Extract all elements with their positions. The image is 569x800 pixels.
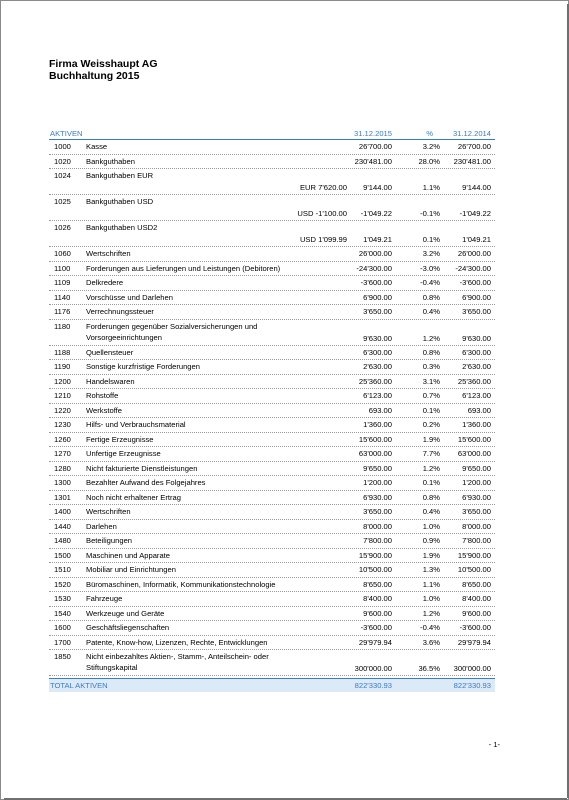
- account-number: 1500: [54, 550, 71, 560]
- amount-current: 26'700.00: [358, 142, 392, 151]
- account-number: 1480: [54, 536, 71, 545]
- amount-current: 6'930.00: [363, 492, 392, 502]
- account-name: Beteiligungen: [86, 536, 133, 545]
- account-number: 1025: [54, 197, 71, 206]
- table-row: [49, 262, 495, 277]
- amount-current: 1'360.00: [363, 420, 392, 429]
- col-percent: %: [426, 129, 433, 138]
- section-title: AKTIVEN: [50, 129, 83, 138]
- amount-previous: 29'979.94: [457, 637, 491, 647]
- table-row: [49, 155, 495, 170]
- amount-previous: 300'000.00: [453, 664, 491, 673]
- amount-previous: 3'650.00: [462, 507, 491, 516]
- total-row: [49, 678, 495, 692]
- account-name: Verrechnungssteuer: [86, 307, 154, 316]
- amount-current: 26'000.00: [358, 249, 392, 258]
- amount-previous: -24'300.00: [455, 263, 491, 273]
- foreign-currency-amount: USD -1'100.00: [297, 209, 347, 218]
- account-number: 1210: [54, 391, 71, 400]
- amount-current: 9'650.00: [363, 463, 392, 473]
- account-number: 1140: [54, 292, 71, 302]
- table-row: [49, 247, 495, 262]
- amount-current: 8'650.00: [363, 579, 392, 589]
- percent-share: 0.8%: [422, 347, 440, 357]
- company-name: Firma Weisshaupt AG: [49, 58, 158, 70]
- account-number: 1230: [54, 420, 71, 429]
- account-name: Handelswaren: [86, 376, 135, 386]
- account-name: Werkstoffe: [86, 405, 123, 415]
- percent-share: 1.3%: [422, 565, 440, 574]
- amount-previous: 15'900.00: [457, 550, 491, 560]
- percent-share: 1.2%: [422, 608, 440, 618]
- account-name: Patente, Know-how, Lizenzen, Rechte, Entwicklungen: [86, 637, 268, 647]
- percent-share: 0.1%: [422, 405, 440, 415]
- percent-share: 1.9%: [422, 550, 440, 560]
- account-number: 1270: [54, 449, 71, 458]
- amount-current: 9'600.00: [363, 608, 392, 618]
- table-row: [49, 346, 495, 361]
- amount-current: -3'600.00: [360, 278, 392, 287]
- account-name: Bezahlter Aufwand des Folgejahres: [86, 478, 206, 487]
- amount-previous: 230'481.00: [453, 156, 491, 166]
- account-number: 1850: [54, 652, 71, 661]
- percent-share: 0.1%: [422, 478, 440, 487]
- amount-previous: 7'800.00: [462, 536, 491, 545]
- amount-current: 1'200.00: [363, 478, 392, 487]
- account-number: 1100: [54, 263, 71, 273]
- table-row: [49, 491, 495, 506]
- percent-share: 0.1%: [422, 235, 440, 244]
- amount-previous: 1'049.21: [462, 235, 491, 244]
- amount-previous: 10'500.00: [457, 565, 491, 574]
- account-number: 1530: [54, 594, 71, 603]
- amount-previous: 9'600.00: [462, 608, 491, 618]
- table-row: [49, 433, 495, 448]
- account-number: 1220: [54, 405, 71, 415]
- account-name: Fertige Erzeugnisse: [86, 434, 154, 444]
- amount-previous: 6'123.00: [462, 391, 491, 400]
- table-row: [49, 404, 495, 419]
- table-row: [49, 305, 495, 320]
- amount-current: -1'049.22: [360, 209, 392, 218]
- table-row: [49, 549, 495, 564]
- account-name: Wertschriften: [86, 249, 131, 258]
- account-name: Unfertige Erzeugnisse: [86, 449, 161, 458]
- percent-share: 1.1%: [422, 183, 440, 192]
- amount-previous: 1'200.00: [462, 478, 491, 487]
- table-row: [49, 320, 495, 346]
- percent-share: 36.5%: [418, 664, 440, 673]
- table-row: [49, 375, 495, 390]
- account-name: Rohstoffe: [86, 391, 119, 400]
- percent-share: -0.4%: [420, 278, 440, 287]
- account-name: Kasse: [86, 142, 108, 151]
- table-row: [49, 636, 495, 651]
- account-number: 1520: [54, 579, 71, 589]
- amount-previous: -3'600.00: [459, 278, 491, 287]
- amount-current: 63'000.00: [358, 449, 392, 458]
- account-number: 1440: [54, 521, 71, 531]
- amount-current: 2'630.00: [363, 362, 392, 371]
- account-number: 1109: [54, 278, 71, 287]
- amount-previous: 8'000.00: [462, 521, 491, 531]
- percent-share: 0.7%: [422, 391, 440, 400]
- amount-previous: 6'900.00: [462, 292, 491, 302]
- amount-previous: 9'630.00: [462, 333, 491, 343]
- amount-current: 10'500.00: [358, 565, 392, 574]
- total-previous: 822'330.93: [453, 681, 491, 690]
- percent-share: 0.4%: [422, 307, 440, 316]
- account-number: 1280: [54, 463, 71, 473]
- col-previous-year: 31.12.2014: [452, 129, 491, 138]
- table-row: [49, 650, 495, 676]
- amount-current: 6'300.00: [363, 347, 392, 357]
- amount-previous: 2'630.00: [462, 362, 491, 371]
- account-number: 1020: [54, 156, 71, 166]
- amount-current: 25'360.00: [358, 376, 392, 386]
- amount-current: 8'000.00: [363, 521, 392, 531]
- amount-current: 693.00: [368, 405, 392, 415]
- amount-current: 3'650.00: [363, 307, 392, 316]
- amount-current: 15'600.00: [358, 434, 392, 444]
- account-number: 1510: [54, 565, 71, 574]
- amount-current: 8'400.00: [363, 594, 392, 603]
- account-number: 1301: [54, 492, 71, 502]
- account-name-line2: Stiftungskapital: [86, 663, 138, 672]
- report-subtitle: Buchhaltung 2015: [49, 70, 140, 82]
- amount-current: 6'123.00: [363, 391, 392, 400]
- amount-current: 230'481.00: [354, 156, 392, 166]
- account-name: Sonstige kurzfristige Forderungen: [86, 362, 200, 371]
- table-row: [49, 505, 495, 520]
- percent-share: 1.0%: [422, 521, 440, 531]
- percent-share: 3.2%: [422, 142, 440, 151]
- account-name-line2: Vorsorgeeinrichtungen: [86, 332, 162, 342]
- amount-previous: 25'360.00: [457, 376, 491, 386]
- percent-share: -0.1%: [420, 209, 440, 218]
- amount-current: 3'650.00: [363, 507, 392, 516]
- account-name: Geschäftsliegenschaften: [86, 623, 170, 632]
- amount-previous: 8'650.00: [462, 579, 491, 589]
- account-name: Werkzeuge und Geräte: [86, 608, 165, 618]
- percent-share: 1.0%: [422, 594, 440, 603]
- foreign-currency-amount: USD 1'099.99: [299, 235, 347, 244]
- total-current: 822'330.93: [354, 681, 392, 690]
- percent-share: 28.0%: [418, 156, 440, 166]
- account-name: Forderungen gegenüber Sozialversicherungen und: [86, 321, 258, 331]
- balance-table: [49, 128, 495, 692]
- account-number: 1188: [54, 347, 71, 357]
- table-row: [49, 563, 495, 578]
- account-name: Delkredere: [86, 278, 124, 287]
- table-row: [49, 578, 495, 593]
- account-name: Forderungen aus Lieferungen und Leistungen (Debitoren): [86, 263, 281, 273]
- account-number: 1700: [54, 637, 71, 647]
- account-name: Darlehen: [86, 521, 117, 531]
- table-row: [49, 140, 495, 155]
- col-current-year: 31.12.2015: [353, 129, 392, 138]
- amount-previous: 1'360.00: [462, 420, 491, 429]
- account-name: Nicht fakturierte Dienstleistungen: [86, 463, 198, 473]
- percent-share: 0.2%: [422, 420, 440, 429]
- account-number: 1024: [54, 171, 71, 180]
- amount-current: 9'144.00: [363, 183, 392, 192]
- table-header: [49, 128, 495, 140]
- percent-share: -3.0%: [420, 263, 440, 273]
- percent-share: 0.3%: [422, 362, 440, 371]
- table-row: [49, 195, 495, 221]
- amount-current: 6'900.00: [363, 292, 392, 302]
- table-row: [49, 276, 495, 291]
- account-name: Hilfs- und Verbrauchsmaterial: [86, 420, 186, 429]
- account-number: 1400: [54, 507, 71, 516]
- amount-previous: 3'650.00: [462, 307, 491, 316]
- account-number: 1000: [54, 142, 71, 151]
- amount-current: -3'600.00: [360, 623, 392, 632]
- amount-current: 7'800.00: [363, 536, 392, 545]
- account-name: Quellensteuer: [86, 347, 134, 357]
- table-row: [49, 592, 495, 607]
- amount-previous: 26'700.00: [457, 142, 491, 151]
- percent-share: 0.8%: [422, 292, 440, 302]
- amount-current: -24'300.00: [356, 263, 392, 273]
- percent-share: 1.9%: [422, 434, 440, 444]
- account-name: Noch nicht erhaltener Ertrag: [86, 492, 181, 502]
- account-name: Nicht einbezahltes Aktien-, Stamm-, Anteilschein- oder: [86, 652, 269, 661]
- percent-share: 0.9%: [422, 536, 440, 545]
- account-number: 1060: [54, 249, 71, 258]
- table-row: [49, 476, 495, 491]
- percent-share: 3.6%: [422, 637, 440, 647]
- table-row: [49, 462, 495, 477]
- table-row: [49, 621, 495, 636]
- amount-current: 1'049.21: [363, 235, 392, 244]
- account-number: 1600: [54, 623, 71, 632]
- amount-current: 9'630.00: [363, 333, 392, 343]
- table-row: [49, 534, 495, 549]
- percent-share: 3.2%: [422, 249, 440, 258]
- account-name: Vorschüsse und Darlehen: [86, 292, 173, 302]
- amount-current: 29'979.94: [358, 637, 392, 647]
- amount-previous: -3'600.00: [459, 623, 491, 632]
- page-number: - 1-: [488, 740, 500, 749]
- amount-previous: 6'300.00: [462, 347, 491, 357]
- amount-previous: -1'049.22: [459, 209, 491, 218]
- percent-share: -0.4%: [420, 623, 440, 632]
- amount-previous: 63'000.00: [457, 449, 491, 458]
- percent-share: 1.1%: [422, 579, 440, 589]
- amount-current: 15'900.00: [358, 550, 392, 560]
- account-number: 1540: [54, 608, 71, 618]
- account-number: 1260: [54, 434, 71, 444]
- amount-previous: 9'650.00: [462, 463, 491, 473]
- percent-share: 0.8%: [422, 492, 440, 502]
- account-name: Maschinen und Apparate: [86, 550, 171, 560]
- percent-share: 0.4%: [422, 507, 440, 516]
- account-number: 1180: [54, 321, 71, 331]
- amount-previous: 9'144.00: [462, 183, 491, 192]
- account-name: Bankguthaben USD2: [86, 223, 158, 232]
- account-name: Büromaschinen, Informatik, Kommunikationstechnologie: [86, 579, 276, 589]
- table-row: [49, 418, 495, 433]
- amount-previous: 8'400.00: [462, 594, 491, 603]
- table-row: [49, 447, 495, 462]
- percent-share: 3.1%: [422, 376, 440, 386]
- account-name: Bankguthaben EUR: [86, 171, 154, 180]
- account-number: 1300: [54, 478, 71, 487]
- table-row: [49, 291, 495, 306]
- table-row: [49, 389, 495, 404]
- account-number: 1176: [54, 307, 71, 316]
- table-row: [49, 360, 495, 375]
- account-name: Mobiliar und Einrichtungen: [86, 565, 176, 574]
- account-name: Bankguthaben USD: [86, 197, 154, 206]
- account-number: 1200: [54, 376, 71, 386]
- table-row: [49, 169, 495, 195]
- amount-current: 300'000.00: [354, 664, 392, 673]
- foreign-currency-amount: EUR 7'620.00: [299, 183, 347, 192]
- account-number: 1026: [54, 223, 71, 232]
- amount-previous: 693.00: [467, 405, 491, 415]
- table-row: [49, 607, 495, 622]
- table-row: [49, 520, 495, 535]
- account-name: Wertschriften: [86, 507, 131, 516]
- total-label: TOTAL AKTIVEN: [50, 681, 108, 690]
- amount-previous: 26'000.00: [457, 249, 491, 258]
- percent-share: 1.2%: [422, 463, 440, 473]
- amount-previous: 15'600.00: [457, 434, 491, 444]
- percent-share: 1.2%: [422, 333, 440, 343]
- table-row: [49, 221, 495, 247]
- percent-share: 7.7%: [422, 449, 440, 458]
- account-number: 1190: [54, 362, 71, 371]
- account-name: Bankguthaben: [86, 156, 135, 166]
- account-name: Fahrzeuge: [86, 594, 123, 603]
- amount-previous: 6'930.00: [462, 492, 491, 502]
- table-body: [49, 140, 495, 676]
